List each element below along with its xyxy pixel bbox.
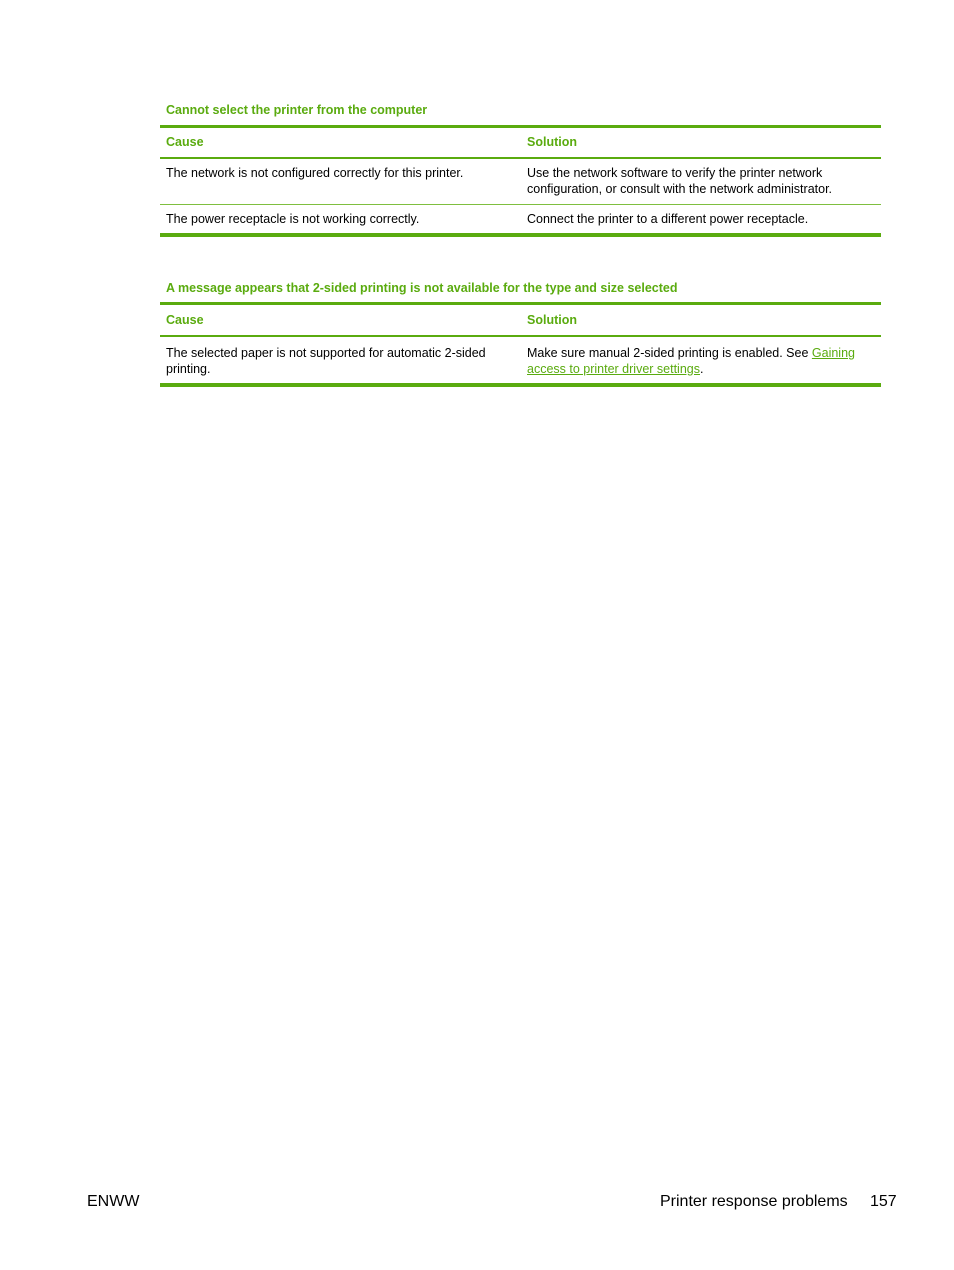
table-header-rule	[160, 157, 881, 159]
driver-settings-link[interactable]: Gaining access to printer driver settings	[527, 346, 855, 376]
solution-column-header: Solution	[527, 135, 577, 149]
table-row-solution	[527, 345, 872, 377]
table-bottom-rule	[160, 383, 881, 387]
page-number: 157	[870, 1193, 897, 1210]
cause-column-header: Cause	[166, 313, 204, 327]
table-row-solution: Use the network software to verify the printer network configuration, or consult with the network administrator.	[527, 166, 833, 196]
footer-left-label: ENWW	[87, 1193, 140, 1210]
table-top-rule	[160, 302, 881, 305]
table-row-divider	[160, 204, 881, 205]
cause-column-header: Cause	[166, 135, 204, 149]
section-title: A message appears that 2-sided printing is not available for the type and size selected	[166, 281, 678, 295]
table-row-cause: The selected paper is not supported for automatic 2-sided printing.	[166, 346, 486, 376]
section-title: Cannot select the printer from the computer	[166, 103, 428, 117]
solution-text-end: .	[700, 362, 704, 376]
table-row-solution: Connect the printer to a different power receptacle.	[527, 212, 809, 226]
footer-section-title: Printer response problems	[660, 1193, 848, 1210]
table-header-rule	[160, 335, 881, 337]
table-bottom-rule	[160, 233, 881, 237]
solution-column-header: Solution	[527, 313, 577, 327]
table-row-cause: The network is not configured correctly for this printer.	[166, 166, 464, 180]
solution-text: Make sure manual 2-sided printing is enabled. See	[527, 346, 812, 360]
table-row-cause: The power receptacle is not working correctly.	[166, 212, 420, 226]
table-top-rule	[160, 125, 881, 128]
